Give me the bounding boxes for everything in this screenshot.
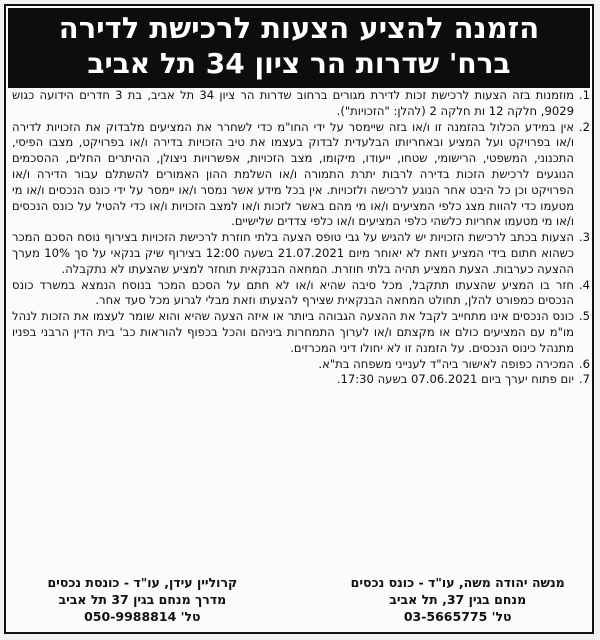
- title-line-1: הזמנה להציע הצעות לרכישת לדירה: [58, 11, 540, 45]
- signature-receiver-2: [323, 574, 592, 625]
- clause-number: 1.: [578, 88, 590, 102]
- title-line-2: ברח' שדרות הר ציון 34 תל אביב: [87, 47, 511, 80]
- clause-2: [12, 120, 590, 231]
- signature-phone: טל' 050-9988814: [84, 609, 201, 624]
- clause-5: [12, 309, 590, 356]
- signature-name: קרוליין עידן, עו"ד - כונסת נכסים: [47, 575, 238, 590]
- signature-receiver-1: [8, 574, 277, 625]
- clause-number: 3.: [578, 230, 590, 245]
- clause-3: [12, 230, 590, 277]
- clause-number: 7.: [578, 372, 590, 387]
- clause-text: הצעות בכתב לרכישת הזכויות יש להגיש על גבי טופס הצעה בלתי חוזרת לרכישת הזכויות בצירוף נוסח הסכם המכר כשהוא חתום בידי המציע וזאת לא יאוחר מיום 21.07.2021 בשעה 12:00 בצירוף שיק בנקאי על סך 10% מערך ההצעה כערבות. הצעת המציע תהיה בלתי חוזרת. המחאה הבנקאית תוחזר למציע שהצעתו לא נתקבלה.: [12, 230, 574, 276]
- signature-name: מנשה יהודה משה, עו"ד - כונס נכסים: [350, 575, 565, 590]
- clause-text: כונס הנכסים אינו מתחייב לקבל את ההצעה הגבוהה ביותר או איזה הצעה שהיא והוא שומר לעצמו את הזכות לנהל מו"מ עם המציעים כולם או מקצתם ו/או לערוך התמחרות ביניהם והכל בכפוף להוראות כב' בית הדין הרבני בפניו מתנהל כינוס הנכסים. על הזמנה זו לא יחולו דיני המכרזים.: [12, 309, 574, 355]
- clause-text: חזר בו המציע שהצעתו תתקבל, מכל סיבה שהיא ו/או לא חתם על הסכם המכר בנוסח הנמצא במשרד כונס הנכסים כמפורט להלן, תחולט המחאה הבנקאית שצירף להצעתו וזאת מבלי לגרוע מכל סעד אחר.: [12, 277, 574, 308]
- clause-number: 5.: [578, 309, 590, 324]
- signature-phone: טל' 03-5665775: [403, 609, 512, 624]
- clause-6: [12, 357, 590, 373]
- clause-text: יום פתוח יערך ביום 07.06.2021 בשעה 17:30.: [336, 372, 574, 387]
- clause-4: [12, 278, 590, 310]
- clause-number: 6.: [578, 356, 590, 371]
- clause-text: המכירה כפופה לאישור ביה"ד לענייני משפחה בת"א.: [318, 356, 574, 371]
- notice-body: [12, 88, 590, 388]
- clause-1: [12, 88, 590, 120]
- clause-number: 2.: [578, 119, 590, 134]
- clause-number: 4.: [578, 277, 590, 292]
- signature-address: מדרך מנחם בגין 37 תל אביב: [58, 592, 227, 607]
- signature-address: מנחם בגין 37, תל אביב: [389, 592, 527, 607]
- clause-7: [12, 372, 590, 388]
- title-banner: [8, 8, 590, 88]
- clause-text: אין במידע הכלול בהזמנה זו ו/או בזה שיימסר על ידי החו"מ כדי לשחרר את המציעים מלבדוק את הזכויות לדירה ו/או בפרויקט ועל המציע ובאחריותו הבלעדית לבדוק בעצמו את טיב הזכויות בדירה ו/או בפרויקט, מצבו הפיסי, התכנוני, המשפטי, הרישומי, שטחו, ייעודו, מיקומו, מצב הזכויות, אפשרויות ניצולן, ההיתרים החלים, ההסכמים הנוגעים לרכישת הזכות בדירה לרבות יתרת התמורה ו/או השלמת ההון האמורים להשתלם עבור הדירה ו/או הפרויקט וכן כל היבט אחר הנוגע לרכישה ולזכויות. אין בכל מידע אשר נמסר ו/או יימסר על ידי כונס הנכסים ו/או מי מטעמו כדי להוות מצג כלפי המציעים ו/או מי מהם באשר לזכות ו/או למצב הזכויות ו/או כדי להטיל על כונס הנכסים ו/או מי מטעמו אחריות כלשהי כלפי המציעים ו/או כלפי צדדים שלישיים.: [12, 119, 574, 229]
- clause-text: מוזמנות בזה הצעות לרכישת זכות לדירת מגורים ברחוב שדרות הר ציון 34 תל אביב, בת 3 חדרים הידועה כגוש 9029, חלקה 12 ות חלקה 2 (להלן: "הזכויות").: [12, 88, 575, 118]
- signatures: [8, 574, 592, 625]
